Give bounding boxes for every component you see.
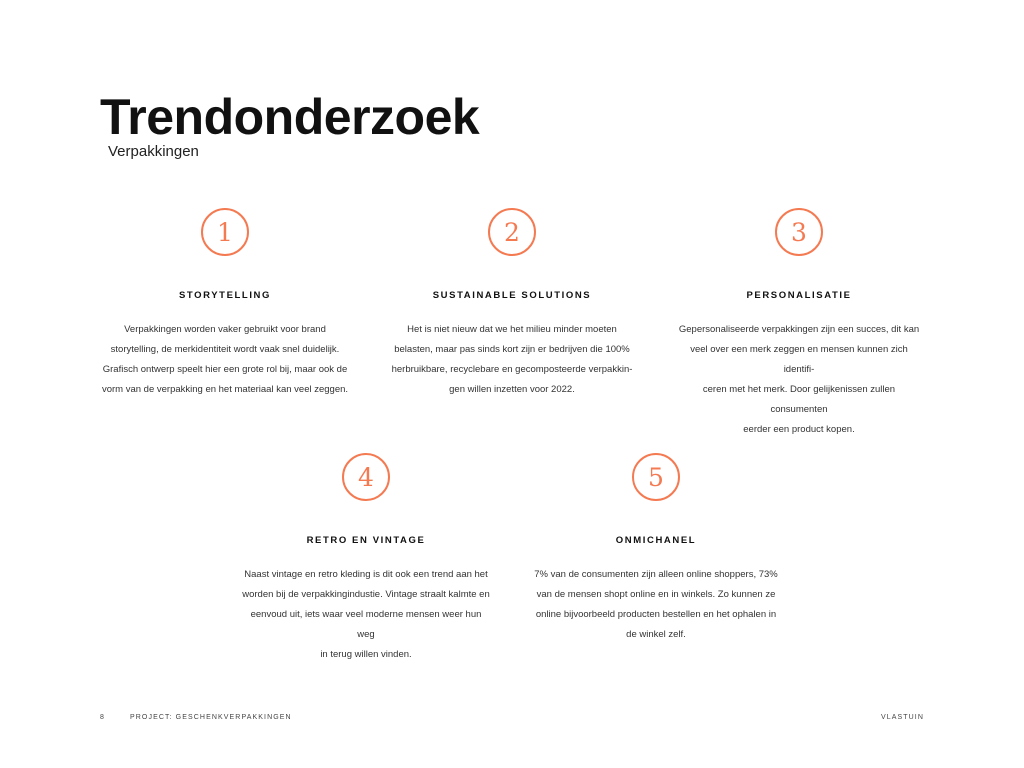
trend-text-line: online bijvoorbeeld producten bestellen en het ophalen in bbox=[535, 609, 777, 620]
trend-number: 3 bbox=[791, 217, 807, 247]
trend-personalisatie bbox=[674, 208, 924, 440]
trend-description bbox=[674, 320, 924, 440]
trend-text-line: Het is niet nieuw dat we het milieu minder moeten bbox=[407, 324, 617, 335]
trend-title: PERSONALISATIE bbox=[746, 290, 852, 301]
trend-text-line: belasten, maar pas sinds kort zijn er bedrijven die 100% bbox=[394, 344, 630, 355]
page-title: Trendonderzoek bbox=[100, 89, 480, 145]
trend-title: ONMICHANEL bbox=[615, 535, 697, 546]
trend-text-line: herbruikbare, recyclebare en gecomposteerde verpakkin- bbox=[391, 364, 633, 375]
trend-text-line: de winkel zelf. bbox=[626, 629, 686, 640]
footer-brand: VLASTUIN bbox=[880, 714, 924, 721]
trend-text-line: storytelling, de merkidentiteit wordt vaak snel duidelijk. bbox=[110, 344, 340, 355]
trend-text-line: Grafisch ontwerp speelt hier een grote rol bij, maar ook de bbox=[102, 364, 348, 375]
trend-text-line: eenvoud uit, iets waar veel moderne mensen weer hun weg bbox=[250, 609, 482, 640]
trend-number: 1 bbox=[217, 217, 233, 247]
number-circle-icon bbox=[632, 453, 680, 501]
trend-text-line: 7% van de consumenten zijn alleen online shoppers, 73% bbox=[534, 569, 778, 580]
trend-text-line: in terug willen vinden. bbox=[320, 649, 412, 660]
footer-page-number: 8 bbox=[100, 714, 105, 721]
number-circle-icon bbox=[342, 453, 390, 501]
trend-text-line: veel over een merk zeggen en mensen kunnen zich identifi- bbox=[690, 344, 908, 375]
trend-text-line: van de mensen shopt online en in winkels. Zo kunnen ze bbox=[536, 589, 776, 600]
trend-number: 2 bbox=[504, 217, 520, 247]
trend-number: 4 bbox=[358, 462, 374, 492]
trend-text-line: worden bij de verpakkingindustie. Vintage straalt kalmte en bbox=[242, 589, 490, 600]
trend-text-line: eerder een product kopen. bbox=[743, 424, 855, 435]
trend-description bbox=[100, 320, 350, 400]
trend-description bbox=[531, 565, 781, 645]
trend-retro-en-vintage bbox=[241, 453, 491, 665]
trend-sustainable-solutions bbox=[387, 208, 637, 400]
trend-text-line: Naast vintage en retro kleding is dit ook een trend aan het bbox=[244, 569, 488, 580]
trend-text-line: Verpakkingen worden vaker gebruikt voor brand bbox=[124, 324, 326, 335]
trend-description bbox=[387, 320, 637, 400]
trend-text-line: Gepersonaliseerde verpakkingen zijn een succes, dit kan bbox=[678, 324, 920, 335]
trend-text-line: vorm van de verpakking en het materiaal kan veel zeggen. bbox=[101, 384, 349, 395]
trend-onmichanel bbox=[531, 453, 781, 645]
trend-text-line: ceren met het merk. Door gelijkenissen zullen consumenten bbox=[702, 384, 896, 415]
trend-number: 5 bbox=[648, 462, 664, 492]
footer-project: PROJECT: GESCHENKVERPAKKINGEN bbox=[130, 714, 292, 721]
trend-description bbox=[241, 565, 491, 665]
number-circle-icon bbox=[201, 208, 249, 256]
trend-title: SUSTAINABLE SOLUTIONS bbox=[432, 290, 592, 301]
number-circle-icon bbox=[488, 208, 536, 256]
trend-title: RETRO EN VINTAGE bbox=[306, 535, 426, 546]
number-circle-icon bbox=[775, 208, 823, 256]
trend-text-line: gen willen inzetten voor 2022. bbox=[449, 384, 575, 395]
trend-title: STORYTELLING bbox=[178, 290, 272, 301]
page-subtitle: Verpakkingen bbox=[108, 143, 199, 160]
trend-storytelling bbox=[100, 208, 350, 400]
